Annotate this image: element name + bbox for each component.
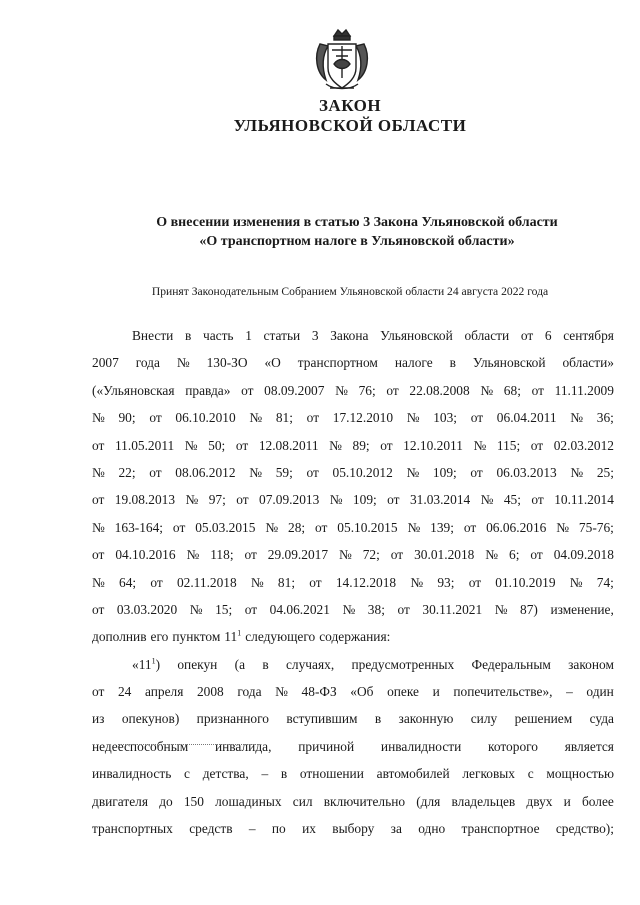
- body-word: 05.03.2015: [195, 519, 256, 535]
- body-word: от: [172, 519, 186, 535]
- body-word: 12.10.2011: [403, 437, 463, 453]
- body-line: [92, 514, 614, 541]
- body-word: транспортное: [461, 821, 540, 837]
- body-word: средство);: [555, 821, 614, 837]
- body-word: 81;: [275, 410, 293, 426]
- body-word: 115;: [496, 437, 521, 453]
- body-word: №: [265, 519, 279, 535]
- body-word: изменение,: [550, 601, 614, 617]
- body-word: №: [176, 355, 190, 371]
- document-title-line2: «О транспортном налоге в Ульяновской области»: [199, 234, 515, 249]
- body-word: 06.10.2010: [175, 410, 236, 426]
- body-word: №: [485, 547, 499, 563]
- body-word: «$11^1$): [132, 656, 161, 672]
- body-word: 05.10.2012: [332, 464, 393, 480]
- body-word: от: [397, 601, 410, 617]
- body-word: от: [92, 437, 105, 453]
- body-word: в: [449, 355, 456, 371]
- body-word: Федеральным: [471, 656, 551, 672]
- body-word: («Ульяновская: [92, 382, 175, 398]
- body-word: «О: [264, 355, 281, 371]
- body-word: 93;: [437, 574, 455, 590]
- body-word: №: [570, 464, 584, 480]
- body-word: от: [309, 574, 322, 590]
- body-word: от: [235, 437, 249, 453]
- body-word: Закона: [330, 328, 369, 343]
- body-word: 22.08.2008: [409, 382, 470, 398]
- body-word: от: [470, 464, 483, 480]
- body-word: 31.03.2014: [409, 492, 471, 508]
- body-word: 90;: [118, 410, 136, 426]
- body-word: №: [406, 464, 420, 480]
- body-word: от: [390, 547, 404, 563]
- body-word: опекунов): [121, 711, 180, 727]
- body-word: от: [149, 464, 162, 480]
- body-word: в: [262, 656, 269, 672]
- body-word: транспортных: [92, 821, 173, 837]
- body-line: [92, 733, 614, 760]
- body-word: 14.12.2018: [335, 574, 397, 590]
- body-word: Ульяновской: [380, 328, 453, 343]
- body-word: от: [306, 410, 320, 426]
- body-word: 06.04.2011: [496, 410, 557, 426]
- body-word: двух: [526, 793, 553, 809]
- body-word: 130-ЗО: [206, 355, 248, 371]
- body-line: [92, 651, 614, 678]
- body-word: года: [237, 684, 262, 700]
- body-word: 02.11.2018: [176, 574, 237, 590]
- body-word: $11^1$: [224, 628, 242, 645]
- body-word: правда»: [185, 382, 231, 398]
- body-word: от: [236, 492, 249, 508]
- body-word: от: [530, 547, 543, 563]
- body-word: №: [186, 547, 200, 563]
- body-word: от: [468, 574, 482, 590]
- body-line: [92, 760, 614, 787]
- body-word: №: [250, 574, 264, 590]
- body-line: [92, 322, 614, 349]
- body-word: 59;: [275, 464, 293, 480]
- body-word: апреля: [144, 684, 184, 700]
- body-word: 81;: [277, 574, 296, 590]
- body-word: 02.03.2012: [553, 437, 614, 453]
- body-word: один: [586, 684, 614, 700]
- body-line: [92, 459, 614, 486]
- body-word: 118;: [210, 547, 234, 563]
- body-word: №: [570, 410, 584, 426]
- body-word: включительно: [323, 793, 406, 809]
- body-word: №: [329, 437, 342, 453]
- body-word: №: [406, 410, 420, 426]
- body-word: от: [241, 382, 254, 398]
- body-word: 48-ФЗ: [301, 684, 337, 700]
- body-word: 76;: [358, 382, 376, 398]
- body-word: инвалидности: [380, 738, 462, 754]
- body-word: (для: [416, 793, 441, 809]
- body-word: 163-164;: [114, 519, 164, 535]
- body-word: от: [531, 382, 544, 398]
- body-word: мощностью: [546, 766, 614, 782]
- body-word: опекун: [177, 656, 218, 672]
- body-word: 04.10.2016: [115, 547, 176, 563]
- document-title: [0, 213, 640, 251]
- law-heading-line2: УЛЬЯНОВСКОЙ ОБЛАСТИ: [233, 116, 467, 135]
- body-word: предусмотренных: [351, 656, 455, 672]
- body-word: автомобилей: [376, 766, 450, 782]
- body-word: №: [92, 410, 105, 426]
- body-word: 12.08.2011: [258, 437, 319, 453]
- body-word: из: [92, 711, 105, 727]
- adoption-note-text: Принят Законодательным Собранием Ульяновской области 24 августа 2022 года: [151, 285, 549, 298]
- body-word: 06.06.2016: [486, 519, 547, 535]
- body-line: [92, 432, 614, 459]
- body-word: 1: [245, 328, 252, 343]
- body-line: [92, 623, 614, 650]
- body-word: статьи: [263, 328, 301, 343]
- body-line: [92, 377, 614, 404]
- body-word: от: [530, 437, 544, 453]
- body-word: №: [335, 382, 348, 398]
- body-word: 2008: [196, 684, 224, 700]
- dotted-divider: [118, 744, 258, 745]
- body-word: 22;: [118, 464, 136, 480]
- body-word: области: [464, 328, 510, 343]
- body-word: (а: [234, 656, 246, 672]
- body-word: вступившим: [286, 711, 358, 727]
- body-word: 07.09.2013: [259, 492, 320, 508]
- body-word: от: [149, 410, 162, 426]
- body-word: 04.09.2018: [553, 547, 614, 563]
- body-word: 109;: [432, 464, 457, 480]
- law-heading: [0, 96, 640, 136]
- body-word: налоге: [394, 355, 433, 371]
- body-word: 97;: [208, 492, 226, 508]
- body-word: по: [271, 821, 286, 837]
- body-word: 01.10.2019: [495, 574, 556, 590]
- body-word: 04.06.2021: [269, 601, 330, 617]
- body-word: 06.03.2013: [496, 464, 557, 480]
- body-line: [92, 596, 614, 623]
- body-word: от: [92, 492, 105, 508]
- body-word: транспортном: [297, 355, 378, 371]
- body-word: за: [390, 821, 402, 837]
- body-word: с: [527, 766, 534, 782]
- body-word: следующего: [245, 629, 316, 645]
- body-word: признанного: [196, 711, 269, 727]
- body-word: является: [564, 738, 614, 754]
- body-word: №: [556, 519, 570, 535]
- body-line: [92, 815, 614, 842]
- body-word: 3: [311, 328, 319, 343]
- body-word: от: [315, 519, 328, 535]
- body-word: содержания:: [319, 629, 391, 645]
- body-word: 2007: [92, 355, 119, 371]
- body-word: с: [184, 766, 190, 782]
- body-word: от: [463, 519, 477, 535]
- body-word: №: [189, 601, 203, 617]
- body-word: сил: [292, 793, 313, 809]
- body-word: –: [261, 766, 269, 782]
- law-heading-line1: ЗАКОН: [318, 96, 382, 115]
- body-word: 05.10.2015: [337, 519, 398, 535]
- body-word: года: [135, 355, 160, 371]
- body-word: №: [569, 574, 583, 590]
- body-word: двигателя: [92, 793, 149, 809]
- body-word: 72;: [362, 547, 380, 563]
- body-word: 30.01.2018: [414, 547, 475, 563]
- body-word: 103;: [433, 410, 458, 426]
- body-word: 89;: [352, 437, 370, 453]
- body-word: 50;: [208, 437, 226, 453]
- body-word: пунктом: [172, 629, 221, 645]
- body-word: 08.09.2007: [264, 382, 325, 398]
- body-word: 15;: [215, 601, 233, 617]
- body-word: от: [531, 492, 544, 508]
- body-word: области»: [562, 355, 614, 371]
- body-word: в: [184, 328, 192, 343]
- body-word: более: [581, 793, 614, 809]
- body-word: 11.05.2011: [114, 437, 175, 453]
- body-word: 150: [183, 793, 204, 809]
- body-word: 64;: [119, 574, 137, 590]
- body-word: 08.06.2012: [175, 464, 236, 480]
- body-word: 139;: [430, 519, 454, 535]
- body-word: 74;: [596, 574, 614, 590]
- body-word: отношении: [299, 766, 364, 782]
- document-title-line1: О внесении изменения в статью 3 Закона Ульяновской области: [156, 215, 558, 230]
- body-word: от: [380, 437, 393, 453]
- body-word: «Об: [350, 684, 374, 700]
- body-word: №: [407, 519, 421, 535]
- body-word: от: [244, 601, 258, 617]
- body-word: от: [386, 382, 399, 398]
- body-word: №: [480, 382, 494, 398]
- body-line: [92, 349, 614, 376]
- body-word: и: [563, 793, 571, 809]
- body-word: суда: [589, 711, 614, 727]
- body-word: 109;: [352, 492, 377, 508]
- body-word: 75-76;: [578, 519, 614, 535]
- body-word: детства,: [202, 766, 249, 782]
- body-word: до: [159, 793, 173, 809]
- body-word: №: [339, 547, 352, 563]
- body-word: №: [342, 601, 356, 617]
- law-body: [92, 322, 614, 842]
- coat-of-arms-icon: [312, 28, 372, 94]
- body-word: 24: [117, 684, 132, 700]
- body-word: 45;: [503, 492, 521, 508]
- body-line: [92, 788, 614, 815]
- body-word: попечительстве»,: [453, 684, 553, 700]
- body-word: законом: [568, 656, 614, 672]
- body-word: выбору: [332, 821, 375, 837]
- body-word: №: [249, 464, 263, 480]
- body-word: №: [184, 437, 198, 453]
- body-word: средств: [189, 821, 233, 837]
- body-word: 87): [520, 601, 538, 617]
- body-word: 25;: [596, 464, 614, 480]
- body-word: 28;: [288, 519, 306, 535]
- body-word: опеке: [387, 684, 419, 700]
- body-word: 6: [544, 328, 552, 343]
- body-word: силу: [470, 711, 498, 727]
- body-line: [92, 678, 614, 705]
- body-word: 6;: [509, 547, 520, 563]
- body-line: [92, 569, 614, 596]
- body-word: одно: [418, 821, 446, 837]
- body-word: от: [150, 574, 163, 590]
- adoption-note: [0, 284, 640, 300]
- body-word: инвалида,: [214, 738, 272, 754]
- body-word: №: [185, 492, 199, 508]
- body-word: от: [387, 492, 400, 508]
- body-word: №: [275, 684, 288, 700]
- body-word: владельцев: [451, 793, 516, 809]
- body-line: [92, 404, 614, 431]
- body-word: №: [92, 464, 105, 480]
- body-word: часть: [202, 328, 234, 343]
- body-word: от: [470, 410, 484, 426]
- body-word: 36;: [596, 410, 614, 426]
- body-word: –: [248, 821, 256, 837]
- body-word: 38;: [367, 601, 385, 617]
- body-word: №: [494, 601, 508, 617]
- body-word: №: [92, 574, 105, 590]
- body-word: решением: [514, 711, 573, 727]
- body-word: от: [92, 547, 105, 563]
- body-word: Внести: [132, 328, 174, 343]
- body-word: 29.09.2017: [267, 547, 329, 563]
- body-word: от: [306, 464, 319, 480]
- body-word: дополнив: [92, 629, 147, 645]
- body-word: №: [249, 410, 263, 426]
- body-word: 68;: [503, 382, 521, 398]
- body-word: №: [92, 519, 105, 535]
- body-word: сентября: [563, 328, 614, 343]
- body-word: от: [92, 601, 105, 617]
- body-word: №: [473, 437, 487, 453]
- body-word: в: [280, 766, 288, 782]
- body-word: №: [410, 574, 424, 590]
- body-word: №: [480, 492, 494, 508]
- body-word: легковых: [462, 766, 515, 782]
- body-word: 11.11.2009: [554, 382, 614, 398]
- body-word: от: [520, 328, 534, 343]
- body-word: причиной: [298, 738, 355, 754]
- body-word: его: [150, 629, 169, 645]
- body-word: лошадиных: [215, 793, 282, 809]
- body-word: 03.03.2020: [116, 601, 178, 617]
- body-line: [92, 705, 614, 732]
- body-word: от: [92, 684, 105, 700]
- body-word: недееспособным: [92, 738, 189, 754]
- body-word: –: [566, 684, 573, 700]
- body-word: 17.12.2010: [332, 410, 394, 426]
- body-word: которого: [488, 738, 538, 754]
- body-word: 10.11.2014: [554, 492, 614, 508]
- body-word: законную: [398, 711, 454, 727]
- body-word: Ульяновской: [472, 355, 546, 371]
- body-word: от: [244, 547, 257, 563]
- body-word: инвалидность: [92, 766, 172, 782]
- body-word: №: [329, 492, 343, 508]
- body-word: случаях,: [285, 656, 335, 672]
- body-word: в: [374, 711, 382, 727]
- body-line: [92, 486, 614, 513]
- body-line: [92, 541, 614, 568]
- body-word: 30.11.2021: [422, 601, 483, 617]
- body-word: их: [302, 821, 316, 837]
- body-word: и: [432, 684, 440, 700]
- body-word: 19.08.2013: [114, 492, 176, 508]
